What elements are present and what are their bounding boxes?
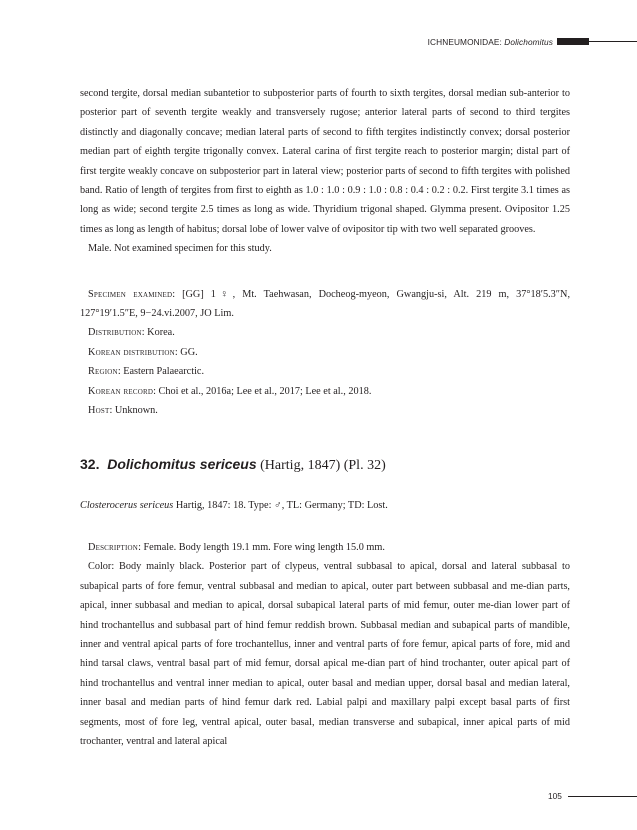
region-label: Region: [88, 366, 118, 378]
host: [80, 401, 570, 420]
spacer: [80, 421, 570, 454]
specimen-label: Specimen examined: [88, 288, 173, 300]
footer-rule: [568, 796, 637, 797]
specimen-examined: [80, 285, 570, 324]
running-head-text: [428, 37, 553, 47]
spacer: [80, 476, 570, 496]
description-text: : Female. Body length 19.1 mm. Fore wing length 15.0 mm.: [138, 541, 385, 553]
distribution-label: Distribution: [88, 327, 142, 339]
running-head-family: ICHNEUMONIDAE:: [427, 37, 505, 47]
host-text: : Unknown.: [109, 405, 158, 417]
page-footer: [548, 791, 637, 803]
running-head-genus: Dolichomitus: [504, 37, 553, 47]
distribution-text: : Korea.: [141, 327, 175, 339]
running-head: [420, 37, 637, 49]
korean-record: [80, 382, 570, 401]
male-note: Male. Not examined specimen for this study.: [88, 243, 272, 255]
distribution: [80, 323, 570, 342]
region-text: : Eastern Palaearctic.: [117, 366, 205, 378]
spacer: [80, 515, 570, 538]
page-number: 105: [548, 791, 562, 801]
synonym-line: [80, 496, 570, 515]
running-head-rule: [589, 41, 637, 42]
species-heading: [80, 454, 570, 476]
species-author: (Hartig, 1847) (Pl. 32): [256, 457, 386, 473]
korean-distribution: [80, 343, 570, 362]
korean-record-text: : Choi et al., 2016a; Lee et al., 2017; Lee et al., 2018.: [153, 385, 372, 397]
description-label: Description: [88, 541, 139, 553]
spacer: [80, 259, 570, 285]
species-name: Dolichomitus sericeus: [107, 455, 257, 472]
host-label: Host: [88, 405, 110, 417]
description: [80, 538, 570, 557]
color-paragraph: Color: Body mainly black. Posterior part of clypeus, ventral subbasal to apical, dorsal and lateral subbasal to subapical parts of fore femur, ventral subbasal and median to apical, outer part between subbasal and me-dian parts, apical, inner subbasal and median to apical, dorsal subapical lateral parts of mid femur, outer me-dian lower part of hind trochantellus and subbasal part of hind femur reddish brown. Subbasal median and subapical parts of mandible, inner and ventral apical parts of fore trochantellus, inner and ventral parts of fore femur, apical parts of fore, mid and hind tarsal claws, ventral basal part of mid femur, dorsal apical me-dian part of hind trochanter, outer apical part of hind trochantellus and ventral inner median to apical, outer basal and median upper, dorsal basal and median lateral, inner basal and median parts of hind femur dark red. Labial palpi and maxillary palpi except basal parts of first segments, most of fore leg, ventral apical, outer basal, median transverse and subapical, inner apical parts of mid trochanter, ventral and lateral apical: [80, 561, 570, 747]
synonym-name: Closterocerus sericeus: [80, 499, 174, 511]
specimen-text: : [GG] 1♀, Mt. Taehwasan, Docheog-myeon, Gwangju-si, Alt. 219 m, 37°18′5.3″N, 127°19′1.5″E, 9−24.vi.2007, JO Lim.: [80, 288, 571, 320]
running-head-bar: [557, 38, 589, 45]
species-number: 32.: [80, 455, 100, 472]
korean-distribution-text: : GG.: [174, 346, 198, 358]
region: [80, 362, 570, 381]
intro-paragraph: second tergite, dorsal median subantetior to subposterior parts of fourth to sixth tergites, dorsal median sub-anterior to posterior part of seventh tergite weakly and transversely rugose; anterior lateral parts of second to third tergites distinctly and diagonally concave; median lateral parts of second to fifth tergites indistinctly convex; dorsal posterior median part of eighth tergite trigonally convex. Lateral carina of first tergite reach to posterior margin; distal part of first tergite weakly concave on subposterior part in lateral view; posterior parts of second to fifth tergites with polished band. Ratio of length of tergites from first to eighth as 1.0 : 1.0 : 0.9 : 1.0 : 0.8 : 0.4 : 0.2 : 0.2. First tergite 3.1 times as long as wide; second tergite 2.5 times as long as wide. Thyridium trigonal shaped. Glymma present. Ovipositor 1.25 times as long as length of habitus; dorsal lobe of lower valve of ovipositor tip with two well separated grooves.: [80, 88, 570, 235]
synonym-text: Hartig, 1847: 18. Type: ♂, TL: Germany; TD: Lost.: [173, 499, 388, 511]
korean-distribution-label: Korean distribution: [88, 346, 175, 358]
page-body: [80, 84, 570, 751]
korean-record-label: Korean record: [88, 385, 154, 397]
